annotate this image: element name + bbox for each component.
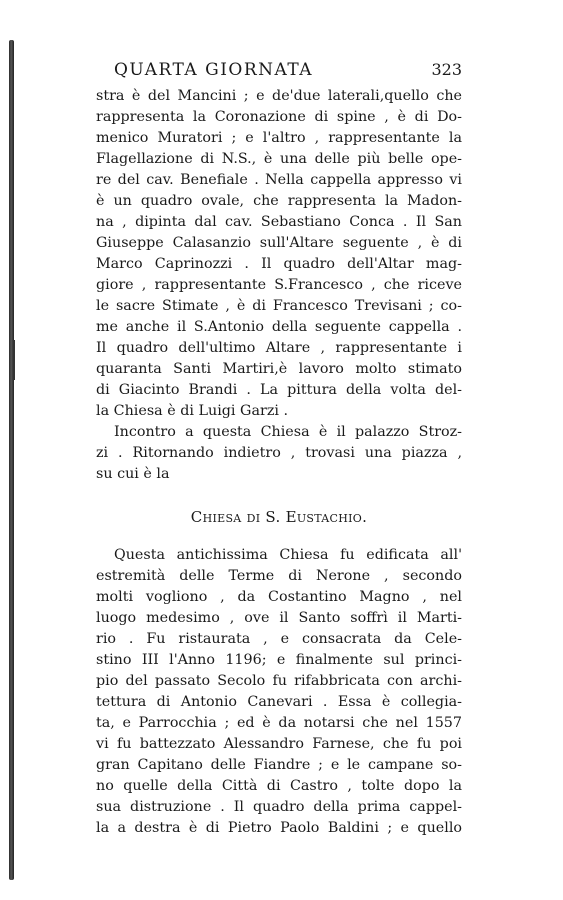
text-line: rappresenta la Coronazione di spine , è di Do- xyxy=(96,109,462,125)
text-line: me anche il S.Antonio della seguente cappella . xyxy=(96,319,462,335)
text-line: gran Capitano delle Fiandre ; e le campane so- xyxy=(96,757,462,773)
text-line: rio . Fu ristaurata , e consacrata da Cele- xyxy=(96,631,462,647)
text-line: la Chiesa è di Luigi Garzi . xyxy=(96,403,289,419)
text-line: di Giacinto Brandi . La pittura della volta del- xyxy=(96,382,462,398)
text-line: Flagellazione di N.S., è una delle più belle ope- xyxy=(96,151,462,167)
text-line: ta, e Parrocchia ; ed è da notarsi che nel 1557 xyxy=(96,715,462,731)
text-line: è un quadro ovale, che rappresenta la Madon- xyxy=(96,193,462,209)
text-line: zi . Ritornando indietro , trovasi una piazza , xyxy=(96,445,462,461)
paragraph-sant-eustachio xyxy=(96,545,462,839)
text-line: stra è del Mancini ; e de'due laterali,quello che xyxy=(96,88,462,104)
text-line: tettura di Antonio Canevari . Essa è collegia- xyxy=(96,694,462,710)
section-heading: Chiesa di S. Eustachio. xyxy=(190,508,368,526)
text-line: Giuseppe Calasanzio sull'Altare seguente , è di xyxy=(96,235,462,251)
text-line: Marco Caprinozzi . Il quadro dell'Altar mag- xyxy=(96,256,462,272)
text-line: luogo medesimo , ove il Santo soffrì il Marti- xyxy=(96,610,462,626)
text-line: re del cav. Benefiale . Nella cappella appresso vi xyxy=(96,172,462,188)
running-head-title: QUARTA GIORNATA xyxy=(114,60,314,80)
page-number: 323 xyxy=(431,60,462,79)
text-line: Questa antichissima Chiesa fu edificata all' xyxy=(114,547,462,563)
text-line: Il quadro dell'ultimo Altare , rappresentante i xyxy=(96,340,462,356)
book-binding-edge xyxy=(9,40,14,880)
text-line: molti vogliono , da Costantino Magno , nel xyxy=(96,589,462,605)
text-line: quaranta Santi Martiri,è lavoro molto stimato xyxy=(96,361,462,377)
text-line: pio del passato Secolo fu rifabbricata con archi- xyxy=(96,673,462,689)
text-line: le sacre Stimate , è di Francesco Trevisani ; co- xyxy=(96,298,462,314)
text-line: vi fu battezzato Alessandro Farnese, che fu poi xyxy=(96,736,462,752)
text-line: Incontro a questa Chiesa è il palazzo Stroz- xyxy=(114,424,462,440)
text-line: su cui è la xyxy=(96,466,170,482)
running-head xyxy=(96,60,462,84)
text-line: stino III l'Anno 1196; e finalmente sul princi- xyxy=(96,652,462,668)
book-page xyxy=(96,60,462,839)
text-line: sua distruzione . Il quadro della prima cappel- xyxy=(96,799,462,815)
text-line: giore , rappresentante S.Francesco , che riceve xyxy=(96,277,462,293)
text-line: na , dipinta dal cav. Sebastiano Conca . Il San xyxy=(96,214,462,230)
paragraph-continuation xyxy=(96,86,462,422)
text-line: estremità delle Terme di Nerone , secondo xyxy=(96,568,462,584)
text-line: la a destra è di Pietro Paolo Baldini ; e quello xyxy=(96,820,462,836)
paragraph-palazzo-strozzi xyxy=(96,422,462,485)
text-line: no quelle della Città di Castro , tolte dopo la xyxy=(96,778,462,794)
text-line: menico Muratori ; e l'altro , rappresentante la xyxy=(96,130,462,146)
